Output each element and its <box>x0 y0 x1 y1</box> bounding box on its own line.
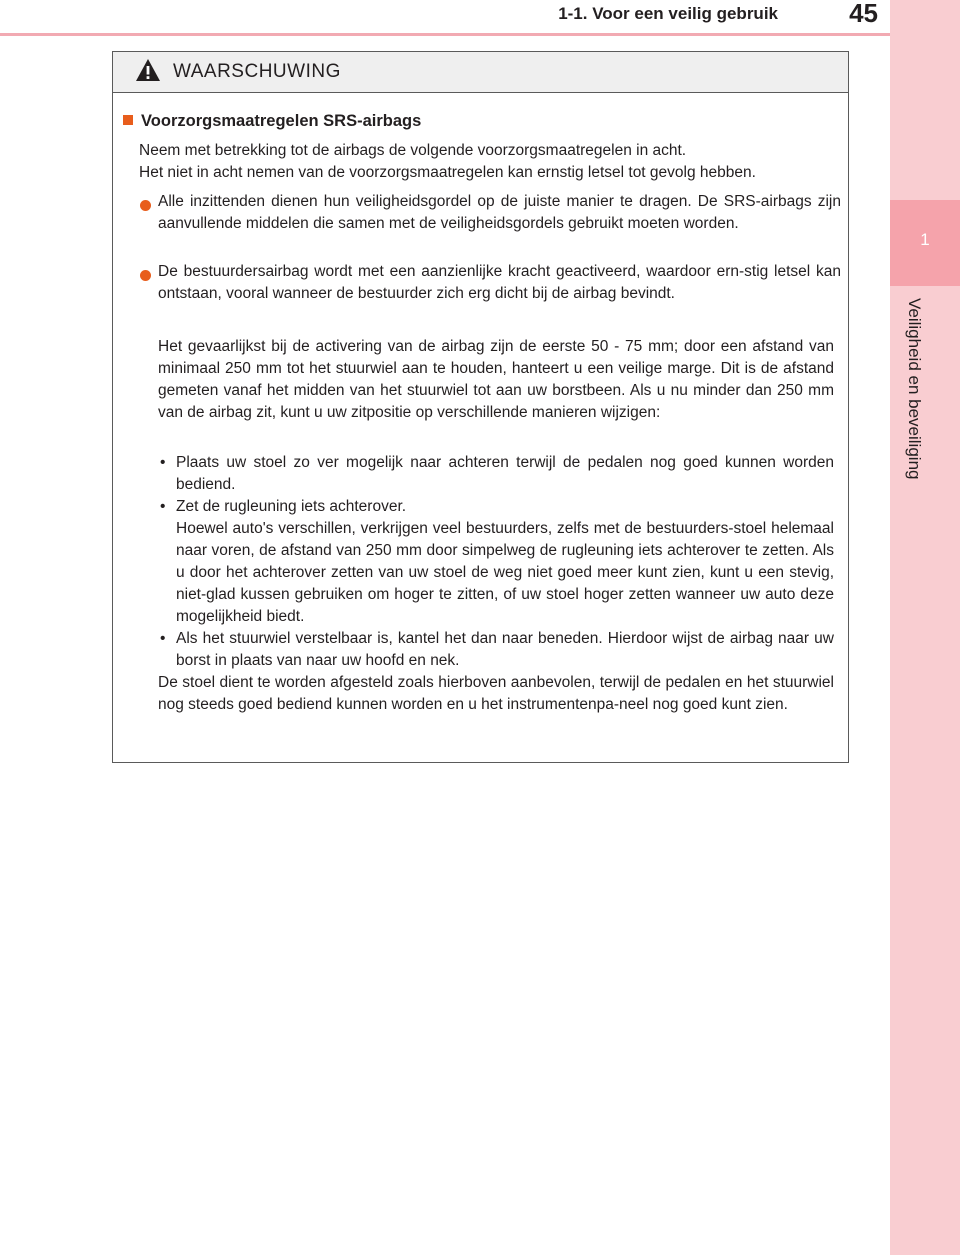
bullet-mark: • <box>160 454 166 471</box>
bullet-3: Als het stuurwiel verstelbaar is, kantel het dan naar beneden. Hierdoor wijst de airbag naar uw borst in plaats van naar uw hoofd en nek. <box>176 630 834 669</box>
bullet-mark: • <box>160 498 166 515</box>
warning-title: WAARSCHUWING <box>173 61 341 82</box>
intro-line-1: Neem met betrekking tot de airbags de volgende voorzorgsmaatregelen in acht. <box>139 142 687 159</box>
bullet-dot-icon <box>140 270 151 281</box>
bullet-mark: • <box>160 630 166 647</box>
header-rule <box>0 33 890 36</box>
bullet-1: Plaats uw stoel zo ver mogelijk naar achteren terwijl de pedalen nog goed kunnen worden bediend. <box>176 454 834 493</box>
bullet-2: Zet de rugleuning iets achterover. <box>176 498 407 515</box>
section-title: 1-1. Voor een veilig gebruik <box>558 4 778 23</box>
chapter-side-tab <box>890 0 960 1255</box>
chapter-title: Veiligheid en beveiliging <box>905 298 924 480</box>
warning-header <box>113 52 848 93</box>
warning-triangle-icon <box>135 58 161 82</box>
item-2-detail: Het gevaarlijkst bij de activering van de airbag zijn de eerste 50 - 75 mm; door een afstand van minimaal 250 mm tot het stuurwiel aan te houden, hanteert u een veilige marge. Dit is de afstand gemeten vanaf het midden van het stuurwiel tot aan uw borstbeen. Als u nu minder dan 250 mm van de airbag zit, kunt u uw zitpositie op verschillende manieren wijzigen: <box>158 338 834 421</box>
bullet-dot-icon <box>140 200 151 211</box>
item-1: Alle inzittenden dienen hun veiligheidsgordel op de juiste manier te dragen. De SRS-airbags zijn aanvullende middelen die samen met de veiligheidsgordels gebruikt moeten worden. <box>158 193 841 232</box>
square-bullet-icon <box>123 115 133 125</box>
item-2: De bestuurdersairbag wordt met een aanzienlijke kracht geactiveerd, waardoor ern-stig letsel kan ontstaan, vooral wanneer de bestuurder zich erg dicht bij de airbag bevindt. <box>158 263 841 302</box>
page-number: 45 <box>849 0 878 28</box>
page-header <box>0 0 890 36</box>
bullet-2-detail: Hoewel auto's verschillen, verkrijgen veel bestuurders, zelfs met de bestuurders-stoel helemaal naar voren, de afstand van 250 mm door simpelweg de rugleuning iets achterover te zetten. Als u door het achterover zetten van uw stoel de weg niet goed meer kunt zien, kunt u een stevig, niet-glad kussen gebruiken om hoger te zitten, of uw stoel hoger zetten wanneer uw auto deze mogelijkheid biedt. <box>176 520 834 625</box>
chapter-number: 1 <box>920 230 930 249</box>
warning-box <box>112 51 849 763</box>
subheading <box>123 112 421 131</box>
subheading-text: Voorzorgsmaatregelen SRS-airbags <box>141 112 422 130</box>
intro-line-2: Het niet in acht nemen van de voorzorgsmaatregelen kan ernstig letsel tot gevolg hebben. <box>139 164 756 181</box>
closing-paragraph: De stoel dient te worden afgesteld zoals hierboven aanbevolen, terwijl de pedalen en het stuurwiel nog steeds goed bediend kunnen worden en u het instrumentenpa-neel nog goed kunt zien. <box>158 674 834 713</box>
